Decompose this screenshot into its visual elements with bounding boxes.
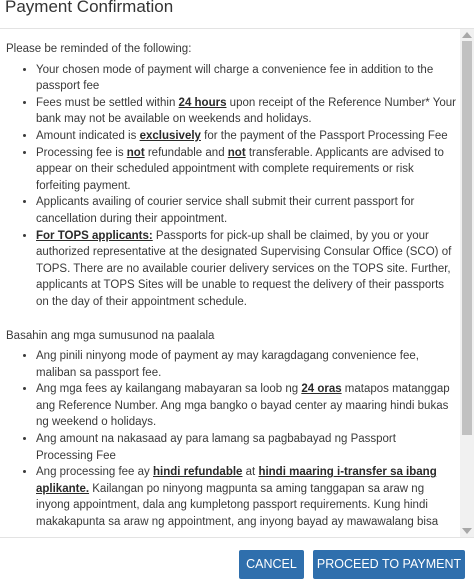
- reminder-text: Passports for pick-up shall be claimed, by you or your authorized representative at the designated Supervising Consular Office (SCO) of TOPS. There are no available courier delivery services on the TOPS site. Further, applicants at TOPS Sites will be unable to request the delivery of their passports on the day of their appointment schedule.: [36, 229, 452, 308]
- reminder-item: [36, 128, 456, 145]
- reminder-item: [36, 348, 456, 381]
- reminder-item: [36, 228, 456, 311]
- emphasized-text: For TOPS applicants:: [36, 229, 153, 242]
- reminder-text: Your chosen mode of payment will charge a convenience fee in addition to the passport fee: [36, 63, 434, 93]
- scroll-down-arrow-icon[interactable]: [462, 528, 472, 534]
- reminder-item: [36, 431, 456, 464]
- reminder-item: [36, 381, 456, 431]
- cancel-button[interactable]: CANCEL: [239, 550, 304, 579]
- dialog-footer: [0, 537, 474, 579]
- reminder-text: Processing fee is: [36, 146, 127, 159]
- reminders-content: [6, 41, 456, 531]
- proceed-to-payment-button[interactable]: PROCEED TO PAYMENT: [313, 550, 465, 579]
- emphasized-text: 24 hours: [178, 96, 227, 109]
- filipino-reminders-list: [6, 348, 456, 531]
- reminder-text: upon receipt of the Reference Number* Your bank may not be available on weekends and holidays.: [36, 96, 456, 126]
- reminder-item: [36, 95, 456, 128]
- reminder-text: at: [242, 466, 259, 479]
- reminder-text: Ang pinili ninyong mode of payment ay may karagdagang convenience fee, maliban sa passport fee.: [36, 350, 419, 379]
- emphasized-text: 24 oras: [301, 383, 342, 396]
- emphasized-text: hindi refundable: [153, 466, 243, 479]
- english-reminders-list: [6, 62, 456, 311]
- reminder-text: Applicants availing of courier service shall submit their current passport for cancellation during their appointment.: [36, 196, 415, 225]
- dialog-title: Payment Confirmation: [5, 0, 174, 16]
- reminder-text: transferable. Applicants are advised to appear on their scheduled appointment with complete requirements or risk forfeiting payment.: [36, 146, 444, 192]
- reminder-item: [36, 194, 456, 227]
- reminder-item: [36, 464, 456, 530]
- reminder-text: Amount indicated is: [36, 129, 140, 142]
- dialog-header: [0, 0, 474, 29]
- reminder-text: Ang mga fees ay kailangang mabayaran sa loob ng: [36, 383, 302, 396]
- reminder-text: Ang amount na nakasaad ay para lamang sa pagbabayad ng Passport Processing Fee: [36, 433, 396, 462]
- reminder-text: Kailangan po ninyong magpunta sa aming tanggapan sa araw ng inyong appointment, dala ang kumpletong passport requirements. Kung hindi makakapunta sa araw ng appointment, ang inyong bayad ay mawawalang bisa: [36, 482, 439, 529]
- reminder-text: matapos matanggap ang Reference Number. Ang mga bangko o bayad center ay maaring hindi bukas ng weekend o holidays.: [36, 383, 450, 429]
- reminder-text: Fees must be settled within: [36, 96, 179, 109]
- reminder-item: [36, 62, 456, 95]
- scroll-up-arrow-icon[interactable]: [462, 32, 472, 38]
- reminder-text: refundable and: [144, 146, 228, 159]
- dialog-body[interactable]: [0, 29, 474, 537]
- reminder-text: Ang processing fee ay: [36, 466, 153, 479]
- emphasized-text: exclusively: [139, 129, 201, 142]
- emphasized-text: not: [126, 146, 145, 159]
- vertical-scrollbar[interactable]: [460, 29, 474, 537]
- emphasized-text: not: [227, 146, 246, 159]
- reminder-text: for the payment of the Passport Processing Fee: [200, 129, 448, 142]
- english-intro: Please be reminded of the following:: [6, 43, 192, 55]
- filipino-intro: Basahin ang mga sumusunod na paalala: [6, 329, 215, 342]
- emphasized-text: hindi maaring i-transfer sa ibang aplikante.: [36, 466, 437, 495]
- reminder-item: [36, 145, 456, 195]
- scrollbar-thumb[interactable]: [462, 41, 472, 435]
